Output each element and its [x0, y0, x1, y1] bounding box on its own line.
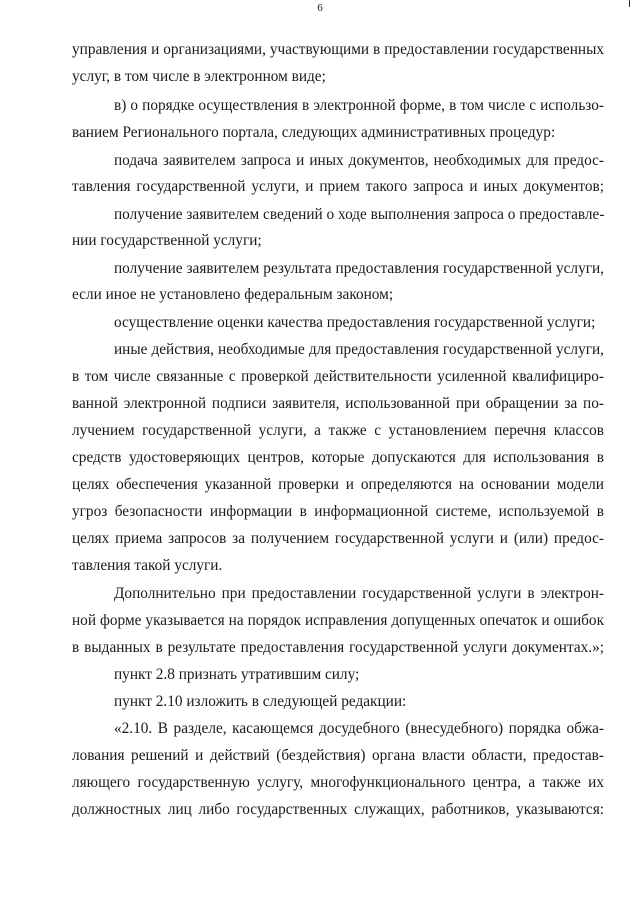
text-line: ванием Регионального портала, следующих административных процедур:	[72, 124, 556, 141]
text-line: «2.10. В разделе, касающемся досудебного (внесудебного) порядка обжа-	[114, 720, 604, 737]
text-line: услуг, в том числе в электронном виде;	[72, 68, 326, 85]
text-line: ванной электронной подписи заявителя, использованной при обращении за по-	[72, 395, 604, 412]
text-line: должностных лиц либо государственных служащих, работников, указываются:	[72, 801, 604, 818]
text-line: тавления государственной услуги, и прием такого запроса и иных документов;	[72, 178, 604, 195]
text-line: получение заявителем результата предоставления государственной услуги,	[114, 260, 604, 277]
text-line: подача заявителем запроса и иных документов, необходимых для предос-	[114, 152, 604, 169]
text-line: ляющего государственную услугу, многофункционального центра, а также их	[72, 774, 604, 791]
text-line: получение заявителем сведений о ходе выполнения запроса о предоставле-	[114, 206, 605, 223]
text-line: нии государственной услуги;	[72, 232, 262, 249]
text-line: осуществление оценки качества предоставления государственной услуги;	[114, 314, 596, 331]
text-line: иные действия, необходимые для предоставления государственной услуги,	[114, 341, 604, 358]
text-line: пункт 2.10 изложить в следующей редакции:	[114, 693, 407, 710]
text-line: целях приема запросов за получением государственной услуги и (или) предос-	[72, 530, 604, 547]
text-line: Дополнительно при предоставлении государственной услуги в электрон-	[114, 585, 604, 602]
text-line: угроз безопасности информации в информационной системе, используемой в	[72, 503, 604, 520]
text-line: в том числе связанные с проверкой действительности усиленной квалифициро-	[72, 368, 604, 385]
text-line: если иное не установлено федеральным законом;	[72, 286, 394, 303]
text-line: управления и организациями, участвующими в предоставлении государственных	[72, 41, 604, 58]
text-line: в выданных в результате предоставления государственной услуги документах.»;	[72, 639, 604, 656]
text-line: лования решений и действий (бездействия) органа власти области, предостав-	[72, 747, 604, 764]
text-line: тавления такой услуги.	[72, 557, 223, 574]
text-line: в) о порядке осуществления в электронной форме, в том числе с использо-	[114, 97, 604, 114]
text-line: лучением государственной услуги, а также с установлением перечня классов	[72, 422, 604, 439]
text-line: целях обеспечения указанной проверки и определяются на основании модели	[72, 476, 604, 493]
text-line: ной форме указывается на порядок исправления допущенных опечаток и ошибок	[72, 612, 604, 629]
text-line: пункт 2.8 признать утратившим силу;	[114, 666, 360, 683]
text-line: средств удостоверяющих центров, которые допускаются для использования в	[72, 449, 604, 466]
page-number: 6	[317, 2, 323, 14]
scan-edge-mark	[629, 0, 630, 7]
